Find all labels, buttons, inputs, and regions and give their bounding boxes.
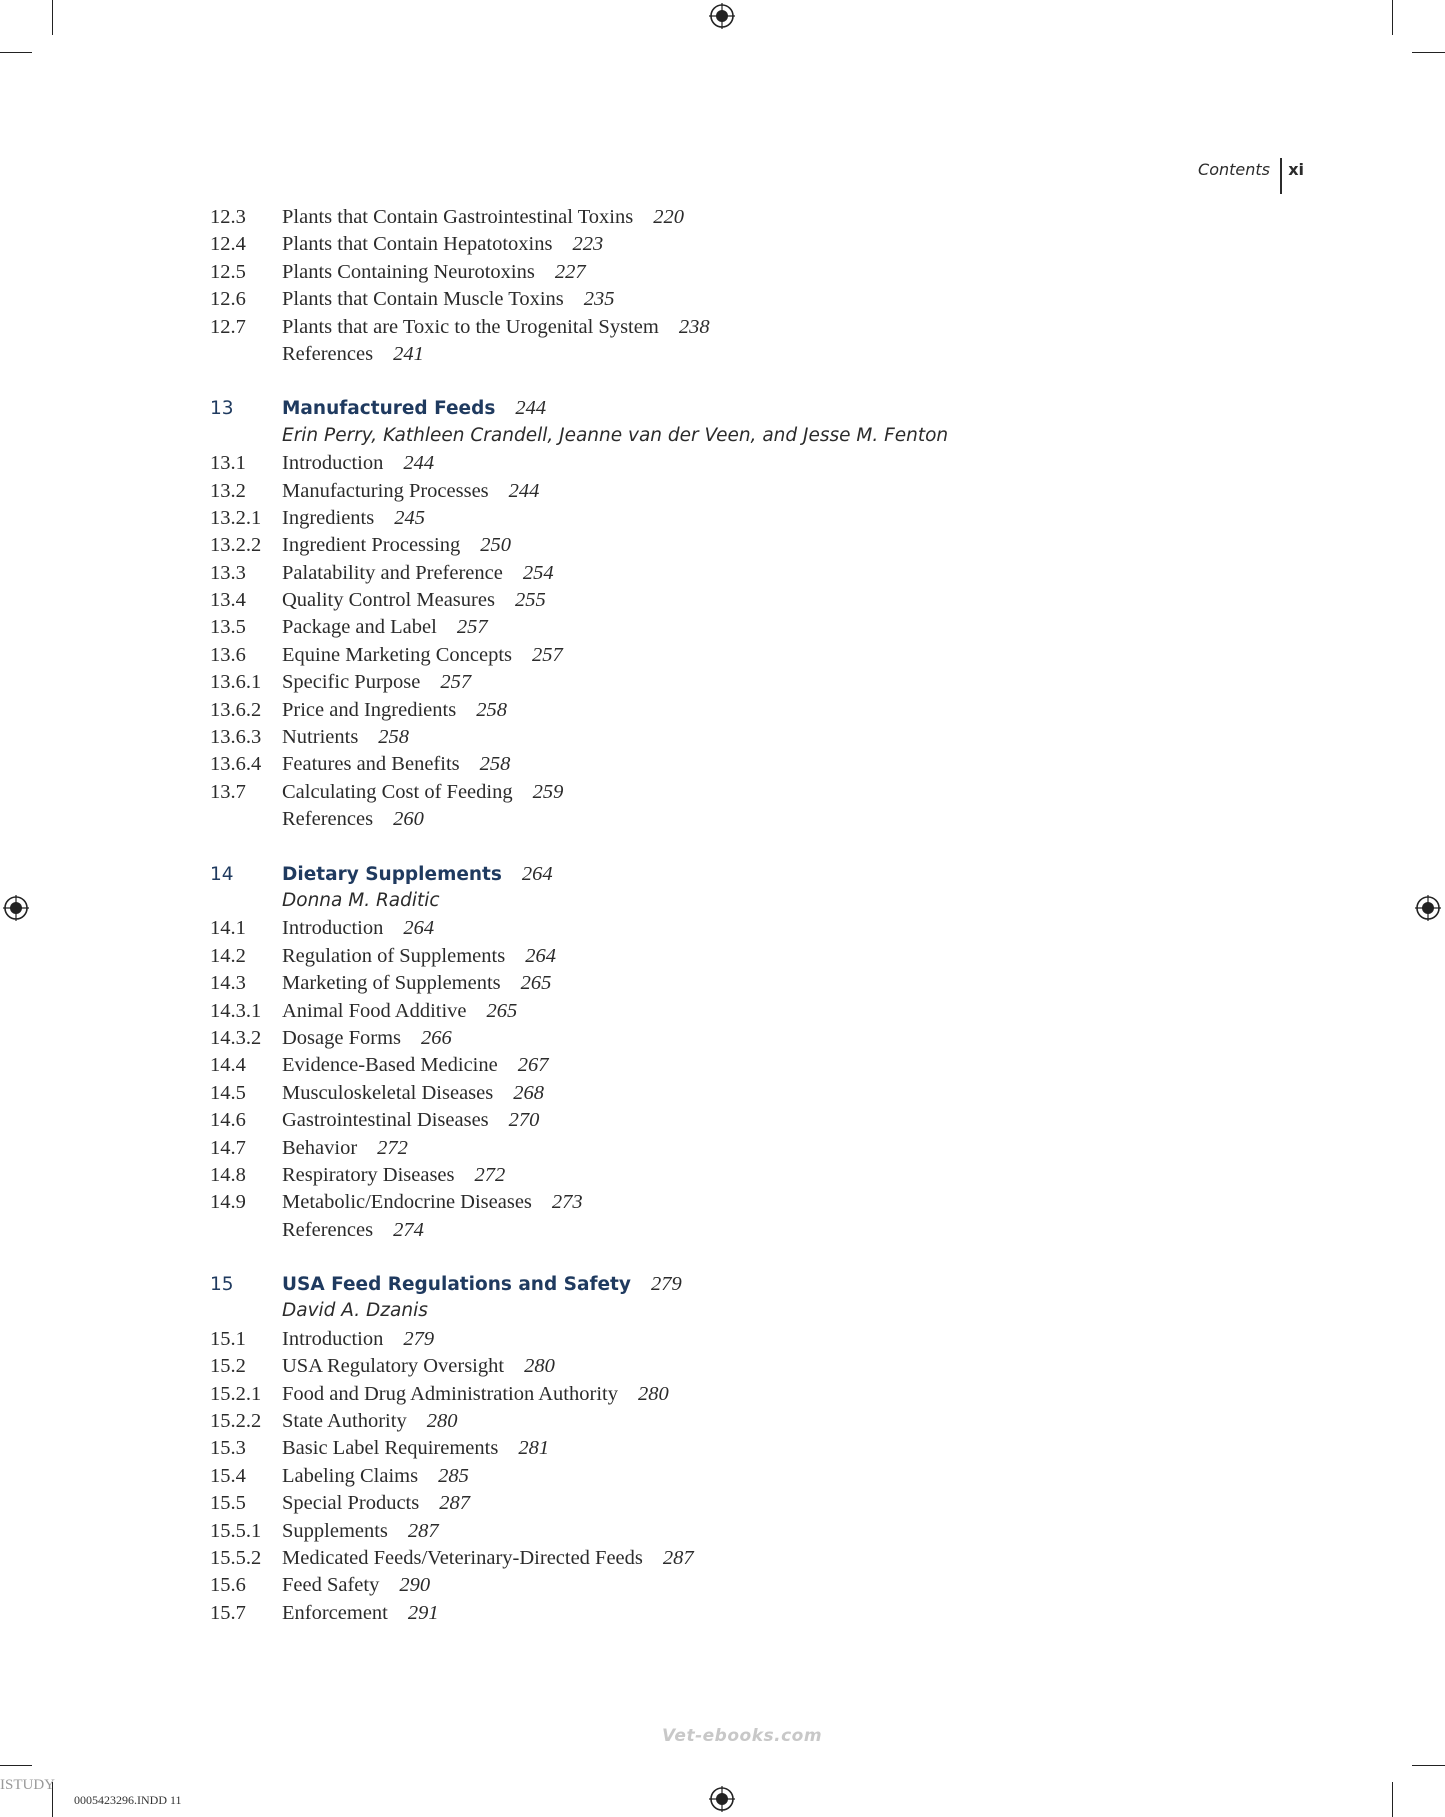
toc-number: 13.6.3	[210, 726, 262, 749]
page-number: xi	[1288, 160, 1304, 179]
toc-title: Plants that Contain Hepatotoxins	[282, 233, 553, 256]
toc-page-number: 287	[439, 1492, 470, 1515]
toc-title: Labeling Claims	[282, 1464, 419, 1487]
toc-title: Gastrointestinal Diseases	[282, 1109, 489, 1132]
toc-entry-row[interactable]	[210, 1547, 1110, 1574]
toc-title: Features and Benefits	[282, 753, 460, 776]
toc-title: Calculating Cost of Feeding	[282, 780, 513, 803]
toc-title: Price and Ingredients	[282, 698, 457, 721]
toc-entry-row[interactable]	[210, 589, 1110, 616]
toc-page-number: 274	[393, 1218, 424, 1241]
toc-entry-row[interactable]	[210, 1164, 1110, 1191]
toc-number: 13.3	[210, 561, 246, 584]
toc-entry-row[interactable]	[210, 972, 1110, 999]
toc-page-number: 258	[479, 753, 511, 776]
toc-title: Equine Marketing Concepts	[282, 643, 513, 666]
toc-title: Basic Label Requirements	[282, 1437, 499, 1460]
toc-title: Evidence-Based Medicine	[282, 1054, 498, 1077]
toc-title: Plants that Contain Gastrointestinal Toxins	[282, 206, 634, 228]
toc-entry-row[interactable]	[210, 808, 1110, 835]
toc-title: Introduction	[282, 452, 384, 475]
toc-title: Palatability and Preference	[282, 561, 503, 584]
toc-entry-row[interactable]	[210, 699, 1110, 726]
toc-page-number: 265	[520, 972, 552, 995]
toc-title: Feed Safety	[282, 1574, 380, 1597]
toc-page-number: 265	[486, 999, 518, 1022]
toc-entry-row[interactable]	[210, 534, 1110, 561]
toc-number: 12.4	[210, 233, 246, 256]
toc-page-number: 255	[514, 589, 546, 612]
toc-title: Plants Containing Neurotoxins	[282, 260, 535, 283]
watermark-text: Vet-ebooks.com	[662, 1726, 823, 1746]
running-header-section: Contents	[1198, 160, 1270, 179]
toc-entry-row[interactable]	[210, 1602, 1110, 1629]
toc-title: Respiratory Diseases	[282, 1163, 455, 1186]
toc-page-number: 291	[407, 1601, 439, 1624]
toc-number: 12.7	[210, 315, 246, 338]
toc-title: Behavior	[282, 1136, 358, 1159]
toc-page-number: 244	[403, 452, 435, 475]
toc-entry-row[interactable]	[210, 1191, 1110, 1218]
toc-number: 14.6	[210, 1109, 246, 1132]
toc-title: Introduction	[282, 1327, 384, 1350]
toc-entry-row[interactable]	[210, 261, 1110, 288]
toc-title: References	[282, 342, 374, 365]
toc-number: 13.6	[210, 643, 246, 666]
toc-entry-row[interactable]	[210, 1520, 1110, 1547]
toc-number: 14.3	[210, 972, 246, 995]
toc-number: 13.1	[210, 452, 246, 475]
toc-entry-row[interactable]	[210, 616, 1110, 643]
toc-title: Nutrients	[282, 726, 359, 749]
toc-entry-row[interactable]	[210, 507, 1110, 534]
toc-title: State Authority	[282, 1410, 407, 1433]
registration-mark-icon	[1415, 895, 1441, 921]
istudy-mark: ISTUDY	[0, 1777, 55, 1793]
toc-page-number: 257	[440, 671, 472, 694]
toc-entry-row[interactable]	[210, 316, 1110, 343]
toc-number: 15.3	[210, 1437, 246, 1460]
toc-chapter-row[interactable]	[210, 863, 1110, 890]
toc-entry-row[interactable]	[210, 288, 1110, 315]
toc-title: Enforcement	[282, 1601, 388, 1624]
toc-entry-row[interactable]	[210, 753, 1110, 780]
toc-entry-row[interactable]	[210, 1027, 1110, 1054]
toc-page-number: 279	[403, 1327, 435, 1350]
toc-number: 13	[210, 398, 234, 420]
toc-number: 14.3.2	[210, 1026, 262, 1049]
toc-title: USA Feed Regulations and Safety	[282, 1274, 631, 1296]
toc-page-number: 273	[551, 1191, 583, 1214]
toc-title: References	[282, 1218, 374, 1241]
table-of-contents	[210, 206, 1110, 1629]
toc-title: Supplements	[282, 1519, 388, 1542]
toc-page-number: 258	[378, 726, 410, 749]
toc-page-number: 287	[407, 1519, 439, 1542]
toc-chapter-row[interactable]	[210, 397, 1110, 424]
toc-page-number: 290	[399, 1574, 431, 1597]
toc-entry-row[interactable]	[210, 480, 1110, 507]
toc-page-number: 264	[525, 944, 556, 967]
toc-title: Introduction	[282, 917, 384, 940]
toc-entry-row[interactable]	[210, 1410, 1110, 1437]
toc-number: 12.6	[210, 288, 246, 311]
toc-page-number: 268	[513, 1081, 544, 1104]
toc-title: Animal Food Additive	[282, 999, 467, 1022]
toc-entry-row[interactable]	[210, 1082, 1110, 1109]
toc-entry-row[interactable]	[210, 1383, 1110, 1410]
running-header-divider	[1280, 158, 1282, 194]
toc-page-number: 258	[476, 698, 507, 721]
toc-title: Plants that Contain Muscle Toxins	[282, 288, 564, 311]
toc-entry-row[interactable]	[210, 644, 1110, 671]
toc-page-number: 223	[572, 233, 604, 256]
toc-number: 14.9	[210, 1191, 246, 1214]
toc-author-row	[210, 1300, 1110, 1327]
toc-number: 13.5	[210, 616, 246, 639]
toc-title: Food and Drug Administration Authority	[282, 1382, 618, 1405]
toc-author-row	[210, 890, 1110, 917]
toc-page-number: 281	[518, 1437, 550, 1460]
toc-authors: David A. Dzanis	[282, 1300, 428, 1322]
toc-number: 15.6	[210, 1574, 246, 1597]
toc-page-number: 254	[522, 561, 554, 584]
registration-mark-icon	[3, 895, 29, 921]
toc-page-number: 235	[583, 288, 615, 311]
crop-mark-bottom-left-h	[0, 1765, 32, 1766]
toc-number: 13.7	[210, 780, 246, 803]
toc-number: 14	[210, 863, 234, 885]
toc-title: Manufacturing Processes	[282, 479, 489, 502]
toc-entry-row[interactable]	[210, 945, 1110, 972]
toc-page-number: 238	[678, 315, 710, 338]
toc-author-row	[210, 425, 1110, 452]
toc-entry-row[interactable]	[210, 1137, 1110, 1164]
toc-number: 12.5	[210, 260, 246, 283]
toc-number: 14.3.1	[210, 999, 262, 1022]
toc-title: Dietary Supplements	[282, 863, 502, 885]
toc-number: 13.6.4	[210, 753, 262, 776]
toc-number: 15.5.2	[210, 1546, 262, 1569]
toc-number: 15.2	[210, 1355, 246, 1378]
toc-number: 15.1	[210, 1327, 246, 1350]
toc-title: Package and Label	[282, 616, 437, 639]
toc-page-number: 280	[524, 1355, 555, 1378]
toc-title: Specific Purpose	[282, 671, 421, 694]
toc-title: Regulation of Supplements	[282, 944, 506, 967]
toc-title: Ingredient Processing	[282, 534, 461, 557]
toc-title: Plants that are Toxic to the Urogenital System	[282, 315, 659, 338]
toc-page-number: 257	[456, 616, 488, 639]
toc-spacer	[210, 1246, 1110, 1273]
toc-number: 14.1	[210, 917, 246, 940]
toc-number: 15	[210, 1274, 234, 1296]
toc-title: Quality Control Measures	[282, 589, 495, 612]
toc-entry-row[interactable]	[210, 1492, 1110, 1519]
toc-spacer	[210, 370, 1110, 397]
toc-page-number: 227	[554, 260, 586, 283]
toc-entry-row[interactable]	[210, 1328, 1110, 1355]
print-slug: 0005423296.INDD 11	[74, 1793, 182, 1807]
toc-page-number: 287	[662, 1546, 694, 1569]
toc-entry-row[interactable]	[210, 726, 1110, 753]
toc-number: 14.7	[210, 1136, 246, 1159]
crop-mark-top-right-h	[1412, 52, 1445, 53]
toc-title: Medicated Feeds/Veterinary-Directed Feeds	[282, 1546, 643, 1569]
toc-title: USA Regulatory Oversight	[282, 1355, 505, 1378]
toc-title: Metabolic/Endocrine Diseases	[282, 1191, 532, 1214]
toc-entry-row[interactable]	[210, 781, 1110, 808]
toc-page-number: 266	[421, 1026, 452, 1049]
toc-title: Ingredients	[282, 506, 375, 529]
toc-page-number: 267	[517, 1054, 549, 1077]
toc-number: 15.5	[210, 1492, 246, 1515]
toc-number: 13.6.2	[210, 698, 262, 721]
toc-chapter-row[interactable]	[210, 1273, 1110, 1300]
toc-page-number: 257	[532, 643, 563, 666]
toc-page-number: 280	[637, 1382, 669, 1405]
toc-title: Musculoskeletal Diseases	[282, 1081, 494, 1104]
crop-mark-top-left-v	[52, 0, 53, 35]
toc-entry-row[interactable]	[210, 917, 1110, 944]
crop-mark-bottom-right-h	[1412, 1765, 1445, 1766]
toc-number: 13.2.2	[210, 534, 262, 557]
toc-entry-row[interactable]	[210, 671, 1110, 698]
toc-title: Manufactured Feeds	[282, 398, 496, 420]
crop-mark-top-left-h	[0, 52, 32, 53]
toc-number: 12.3	[210, 206, 246, 228]
toc-page-number: 279	[650, 1273, 682, 1296]
toc-number: 13.2.1	[210, 506, 262, 529]
toc-title: Marketing of Supplements	[282, 972, 501, 995]
toc-page-number: 220	[653, 206, 684, 228]
toc-page-number: 264	[403, 917, 435, 940]
toc-number: 15.5.1	[210, 1519, 262, 1542]
toc-page-number: 241	[393, 342, 424, 365]
toc-page-number: 250	[480, 534, 511, 557]
toc-number: 15.2.1	[210, 1382, 262, 1405]
toc-title: Dosage Forms	[282, 1026, 402, 1049]
toc-number: 15.4	[210, 1464, 246, 1487]
toc-page-number: 259	[532, 780, 564, 803]
toc-entry-row[interactable]	[210, 1000, 1110, 1027]
toc-number: 15.2.2	[210, 1410, 262, 1433]
toc-page-number: 244	[508, 479, 540, 502]
toc-page-number: 245	[394, 506, 425, 529]
toc-entry-row[interactable]	[210, 1219, 1110, 1246]
toc-authors: Erin Perry, Kathleen Crandell, Jeanne van der Veen, and Jesse M. Fenton	[282, 424, 949, 446]
toc-entry-row[interactable]	[210, 452, 1110, 479]
toc-entry-row[interactable]	[210, 206, 1110, 233]
toc-title: References	[282, 808, 374, 831]
toc-entry-row[interactable]	[210, 1355, 1110, 1382]
toc-entry-row[interactable]	[210, 562, 1110, 589]
registration-mark-icon	[709, 1786, 735, 1812]
toc-page-number: 260	[393, 808, 424, 831]
toc-entry-row[interactable]	[210, 1437, 1110, 1464]
toc-spacer	[210, 836, 1110, 863]
toc-page-number: 270	[508, 1109, 540, 1132]
crop-mark-bottom-right-v	[1392, 1782, 1393, 1817]
running-header	[1150, 158, 1310, 194]
toc-number: 14.2	[210, 944, 246, 967]
toc-page-number: 244	[515, 397, 547, 420]
toc-number: 13.6.1	[210, 671, 262, 694]
toc-entry-row[interactable]	[210, 1054, 1110, 1081]
toc-entry-row[interactable]	[210, 233, 1110, 260]
toc-authors: Donna M. Raditic	[282, 889, 440, 911]
toc-number: 14.4	[210, 1054, 246, 1077]
registration-mark-icon	[709, 3, 735, 29]
toc-entry-row[interactable]	[210, 1109, 1110, 1136]
toc-page-number: 280	[426, 1410, 458, 1433]
toc-number: 14.5	[210, 1081, 246, 1104]
toc-entry-row[interactable]	[210, 1574, 1110, 1601]
toc-number: 14.8	[210, 1163, 246, 1186]
toc-title: Special Products	[282, 1492, 420, 1515]
toc-number: 13.2	[210, 479, 246, 502]
toc-entry-row[interactable]	[210, 1465, 1110, 1492]
toc-page-number: 272	[474, 1163, 506, 1186]
toc-number: 15.7	[210, 1601, 246, 1624]
toc-number: 13.4	[210, 589, 246, 612]
crop-mark-top-right-v	[1392, 0, 1393, 35]
toc-page-number: 285	[438, 1464, 469, 1487]
toc-entry-row[interactable]	[210, 343, 1110, 370]
toc-page-number: 272	[377, 1136, 408, 1159]
toc-page-number: 264	[521, 862, 553, 885]
